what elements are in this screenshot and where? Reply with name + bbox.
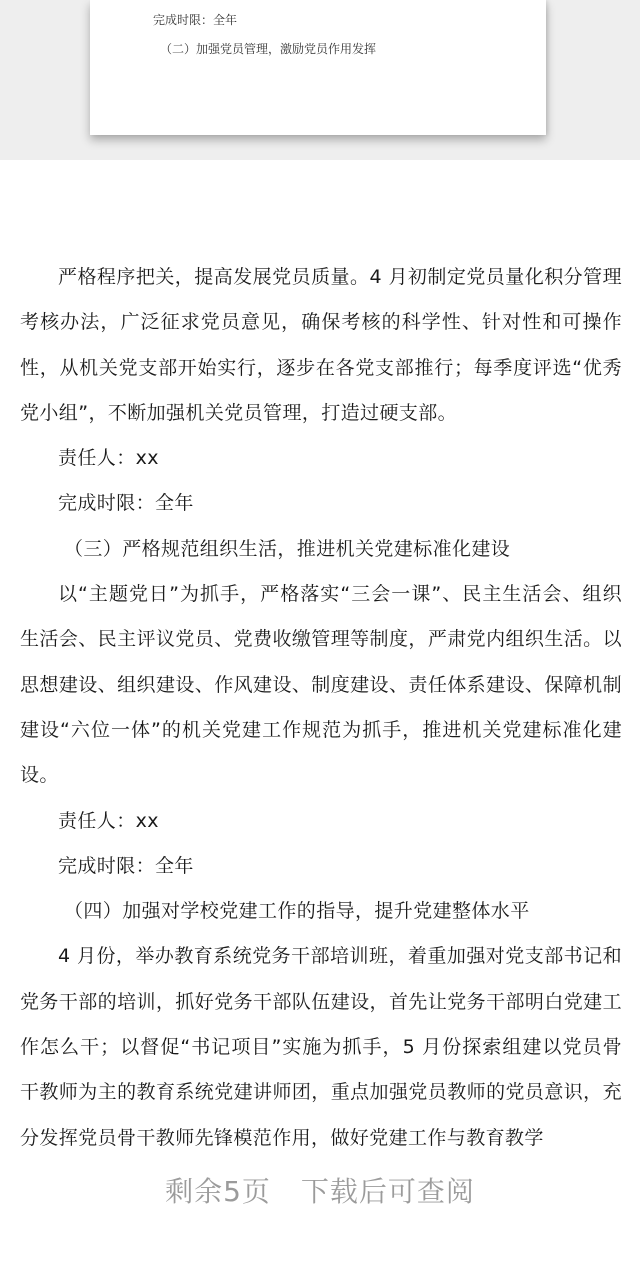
- section-heading-4: （四）加强对学校党建工作的指导，提升党建整体水平: [64, 900, 530, 923]
- download-to-view-label[interactable]: 下载后可查阅: [300, 1175, 475, 1208]
- paragraph-school-guidance: 4 月份，举办教育系统党务干部培训班，着重加强对党支部书记和党务干部的培训，抓好党务干部队伍建设，首先让党务干部明白党建工作怎么干；以督促“书记项目”实施为抓手，5 月份探索组建以党员骨干教师为主的教育系统党建讲师团，重点加强党员教师的党员意识，充分发挥党员骨干教师先锋模范作用，做好党建工作与教育教学: [20, 945, 622, 1149]
- responsible-person: 责任人：xx: [58, 809, 159, 832]
- document-body: [20, 255, 622, 1161]
- section-heading-3: （三）严格规范组织生活，推进机关党建标准化建设: [64, 537, 511, 560]
- remaining-pages-label[interactable]: 剩余5页: [165, 1175, 271, 1208]
- preview-deadline-line: 完成时限：全年: [153, 13, 238, 27]
- deadline: 完成时限：全年: [58, 492, 194, 515]
- paragraph-organization-life: 以“主题党日”为抓手，严格落实“三会一课”、民主生活会、组织生活会、民主评议党员、党费收缴管理等制度，严肃党内组织生活。以思想建设、组织建设、作风建设、制度建设、责任体系建设、保障机制建设“六位一体”的机关党建工作规范为抓手，推进机关党建标准化建设。: [20, 583, 622, 787]
- preview-section-heading: （二）加强党员管理，激励党员作用发挥: [160, 42, 377, 56]
- paragraph-member-quality: 严格程序把关，提高发展党员质量。4 月初制定党员量化积分管理考核办法，广泛征求党员意见，确保考核的科学性、针对性和可操作性，从机关党支部开始实行，逐步在各党支部推行；每季度评选“优秀党小组”，不断加强机关党员管理，打造过硬支部。: [20, 266, 622, 424]
- responsible-person: 责任人：xx: [58, 447, 159, 470]
- deadline: 完成时限：全年: [58, 854, 194, 877]
- previous-page-preview: [90, 0, 546, 135]
- download-prompt[interactable]: [0, 1170, 640, 1210]
